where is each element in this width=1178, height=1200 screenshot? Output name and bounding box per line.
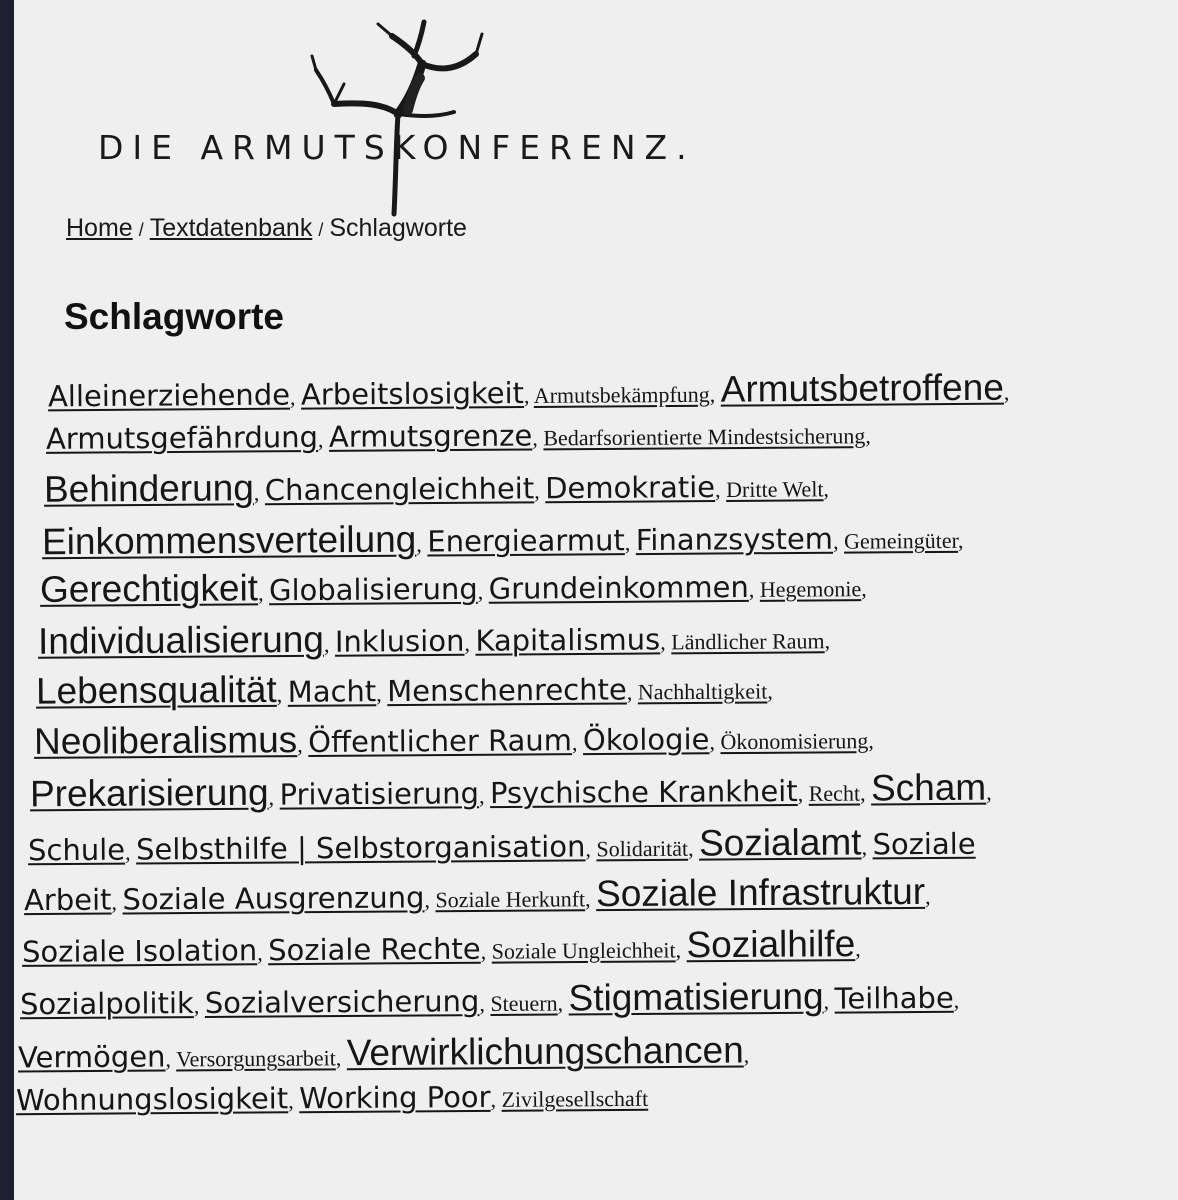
tag-row: [18, 1031, 749, 1073]
tag-separator: ,: [193, 992, 205, 1019]
tag-separator: ,: [124, 839, 137, 865]
tag-separator: ,: [165, 1046, 177, 1072]
tag-link-psychische-krankheit[interactable]: Psychische Krankheit: [489, 773, 798, 811]
tag-link-verwirklichungschancen[interactable]: Verwirklichungschancen: [346, 1029, 744, 1074]
tag-separator: ,: [490, 1086, 502, 1112]
tag-link-oeffentlicher-raum[interactable]: Öffentlicher Raum: [308, 723, 573, 760]
tag-link-macht[interactable]: Macht: [287, 674, 377, 709]
tag-link-globalisierung[interactable]: Globalisierung: [268, 571, 478, 608]
tag-separator: ,: [660, 629, 672, 655]
tag-separator: ,: [823, 476, 830, 502]
tag-link-stigmatisierung[interactable]: Stigmatisierung: [568, 975, 824, 1019]
tag-separator: ,: [797, 780, 809, 806]
breadcrumb-separator: /: [138, 220, 144, 240]
breadcrumb-current: Schlagworte: [329, 214, 467, 242]
tag-row: [40, 565, 867, 608]
tag-separator: ,: [571, 730, 584, 756]
tag-link-zivilgesellschaft[interactable]: Zivilgesellschaft: [501, 1085, 649, 1112]
tag-link-armutsbetroffene[interactable]: Armutsbetroffene: [720, 366, 1004, 410]
tag-row: [29, 766, 992, 815]
printed-page: [14, 0, 1178, 1200]
tag-separator: ,: [855, 936, 861, 962]
tag-separator: ,: [289, 384, 302, 410]
tag-row: [46, 419, 871, 454]
tag-separator: ,: [957, 527, 964, 553]
tag-separator: ,: [767, 678, 773, 704]
tag-separator: ,: [478, 783, 491, 809]
logo-wordmark: DIE ARMUTSKONFERENZ.: [98, 128, 696, 167]
tag-separator: ,: [268, 784, 280, 810]
tag-link-armutsgrenze[interactable]: Armutsgrenze: [328, 418, 533, 454]
tag-link-soziale-herkunft[interactable]: Soziale Herkunft: [435, 886, 586, 913]
tag-separator: ,: [861, 576, 867, 602]
tag-separator: ,: [534, 478, 546, 504]
tag-row: [15, 1079, 649, 1118]
tag-separator: ,: [557, 990, 569, 1016]
tag-link-armutsgefaehrdung[interactable]: Armutsgefährdung: [45, 419, 319, 456]
tag-link-sozialamt[interactable]: Sozialamt: [698, 821, 862, 864]
tag-separator: ,: [424, 887, 436, 913]
tag-link-arbeitslosigkeit[interactable]: Arbeitslosigkeit: [300, 376, 525, 412]
tag-separator: ,: [323, 631, 336, 657]
tag-separator: ,: [859, 780, 872, 806]
tag-link-chancengleichheit[interactable]: Chancengleichheit: [264, 471, 535, 508]
tag-link-lebensqualitaet[interactable]: Lebensqualität: [35, 668, 277, 712]
tag-link-behinderung[interactable]: Behinderung: [43, 467, 254, 510]
tag-link-soziale-isolation[interactable]: Soziale Isolation: [21, 933, 258, 969]
tag-separator: ,: [626, 679, 638, 705]
tag-link-vermoegen[interactable]: Vermögen: [17, 1039, 166, 1075]
tag-link-einkommensverteilung[interactable]: Einkommensverteilung: [41, 518, 417, 563]
breadcrumb: [66, 214, 467, 243]
tag-separator: ,: [479, 990, 491, 1017]
tag-link-recht[interactable]: Recht: [808, 780, 861, 806]
tag-link-schule[interactable]: Schule: [27, 832, 126, 868]
tag-link-bedarfsorientierte-mindestsicherung[interactable]: Bedarfsorientierte Mindestsicherung: [543, 423, 866, 451]
tag-separator: ,: [297, 732, 309, 758]
tag-link-hegemonie[interactable]: Hegemonie: [759, 576, 862, 602]
tag-link-menschenrechte[interactable]: Menschenrechte: [387, 672, 627, 709]
tag-link-arbeit[interactable]: Arbeit: [23, 882, 112, 918]
tag-link-sozialpolitik[interactable]: Sozialpolitik: [19, 986, 194, 1022]
tag-link-prekarisierung[interactable]: Prekarisierung: [29, 771, 269, 815]
tag-separator: ,: [868, 728, 874, 754]
tag-separator: ,: [257, 940, 269, 966]
tag-link-demokratie[interactable]: Demokratie: [545, 470, 716, 506]
tag-link-soziale-infrastruktur[interactable]: Soziale Infrastruktur: [595, 870, 926, 915]
tag-separator: ,: [585, 836, 597, 862]
tag-separator: ,: [477, 578, 489, 604]
tag-row: [41, 517, 964, 563]
tag-link-solidaritaet[interactable]: Solidarität: [596, 835, 689, 862]
tag-separator: ,: [532, 425, 544, 451]
tag-link-soziale-ungleichheit[interactable]: Soziale Ungleichheit: [491, 937, 676, 964]
desk-edge: [0, 0, 14, 1200]
tag-link-dritte-welt[interactable]: Dritte Welt: [726, 476, 824, 502]
tag-link-selbsthilfe-selbstorganisation[interactable]: Selbsthilfe | Selbstorganisation: [135, 829, 586, 867]
tag-separator: ,: [748, 576, 760, 602]
tag-row: [47, 366, 1010, 414]
tag-link-soziale[interactable]: Soziale: [872, 826, 976, 862]
tag-separator: ,: [675, 937, 687, 963]
tag-link-nachhaltigkeit[interactable]: Nachhaltigkeit: [637, 678, 768, 705]
tag-row: [28, 823, 976, 867]
tag-separator: ,: [824, 628, 831, 654]
tag-separator: ,: [687, 835, 700, 861]
tag-link-steuern[interactable]: Steuern: [490, 990, 558, 1016]
tag-separator: ,: [317, 426, 330, 452]
tag-link-alleinerziehende[interactable]: Alleinerziehende: [47, 377, 291, 414]
tag-row: [38, 617, 830, 660]
tag-separator: ,: [925, 883, 931, 909]
tag-link-grundeinkommen[interactable]: Grundeinkommen: [488, 569, 749, 606]
tag-link-soziale-rechte[interactable]: Soziale Rechte: [268, 931, 481, 968]
tag-separator: ,: [416, 531, 428, 557]
tag-row: [35, 667, 773, 712]
tag-link-kapitalismus[interactable]: Kapitalismus: [475, 622, 661, 658]
tag-separator: ,: [861, 834, 873, 860]
tag-link-gerechtigkeit[interactable]: Gerechtigkeit: [39, 567, 259, 610]
tag-row: [22, 925, 861, 968]
tag-link-sozialhilfe[interactable]: Sozialhilfe: [686, 923, 856, 966]
tag-separator: ,: [253, 480, 265, 506]
tag-link-energiearmut[interactable]: Energiearmut: [427, 523, 625, 559]
breadcrumb-separator: /: [318, 220, 324, 240]
tag-separator: ,: [480, 938, 492, 964]
tag-separator: ,: [376, 681, 388, 707]
tag-separator: ,: [335, 1045, 347, 1071]
tag-row: [43, 465, 830, 510]
tag-separator: ,: [1003, 379, 1010, 405]
tag-link-laendlicher-raum[interactable]: Ländlicher Raum: [671, 628, 825, 655]
tag-link-soziale-ausgrenzung[interactable]: Soziale Ausgrenzung: [122, 880, 425, 917]
tag-separator: ,: [111, 889, 123, 915]
breadcrumb-textdatenbank-link[interactable]: Textdatenbank: [149, 214, 313, 242]
tag-link-scham[interactable]: Scham: [870, 766, 987, 809]
tag-separator: ,: [709, 381, 721, 407]
tag-link-oekonomisierung[interactable]: Ökonomisierung: [720, 728, 869, 755]
tag-separator: ,: [832, 528, 845, 554]
tag-separator: ,: [953, 987, 960, 1013]
tag-separator: ,: [823, 988, 835, 1014]
tag-separator: ,: [624, 530, 636, 556]
tag-link-wohnungslosigkeit[interactable]: Wohnungslosigkeit: [15, 1081, 289, 1118]
tag-separator: ,: [585, 886, 597, 912]
tag-separator: ,: [257, 580, 270, 606]
tag-link-individualisierung[interactable]: Individualisierung: [37, 618, 325, 662]
tag-link-neoliberalismus[interactable]: Neoliberalismus: [33, 719, 298, 762]
breadcrumb-home-link[interactable]: Home: [66, 214, 133, 242]
tag-separator: ,: [464, 630, 476, 656]
tag-separator: ,: [276, 681, 288, 707]
tag-row: [23, 870, 931, 918]
tag-link-versorgungsarbeit[interactable]: Versorgungsarbeit: [176, 1045, 336, 1072]
tag-link-armutsbekaempfung[interactable]: Armutsbekämpfung: [533, 381, 710, 408]
tag-link-gemeingueter[interactable]: Gemeingüter: [843, 527, 959, 554]
tag-separator: ,: [288, 1088, 300, 1114]
tag-separator: ,: [715, 476, 727, 503]
tag-link-inklusion[interactable]: Inklusion: [334, 623, 465, 659]
tag-link-sozialversicherung[interactable]: Sozialversicherung: [204, 984, 480, 1020]
tag-link-oekologie[interactable]: Ökologie: [582, 722, 710, 758]
tag-separator: ,: [709, 729, 721, 755]
tag-link-teilhabe[interactable]: Teilhabe: [834, 980, 954, 1016]
tag-separator: ,: [743, 1042, 750, 1068]
page-title: Schlagworte: [64, 296, 284, 337]
tag-separator: ,: [523, 382, 534, 409]
tag-link-privatisierung[interactable]: Privatisierung: [279, 776, 480, 812]
tag-row: [20, 977, 959, 1021]
tag-link-working-poor[interactable]: Working Poor: [299, 1079, 491, 1116]
tag-separator: ,: [865, 423, 871, 449]
logo-tree-icon: [304, 14, 494, 220]
tag-row: [34, 717, 874, 760]
tag-link-finanzsystem[interactable]: Finanzsystem: [635, 521, 834, 558]
tag-separator: ,: [986, 779, 992, 805]
